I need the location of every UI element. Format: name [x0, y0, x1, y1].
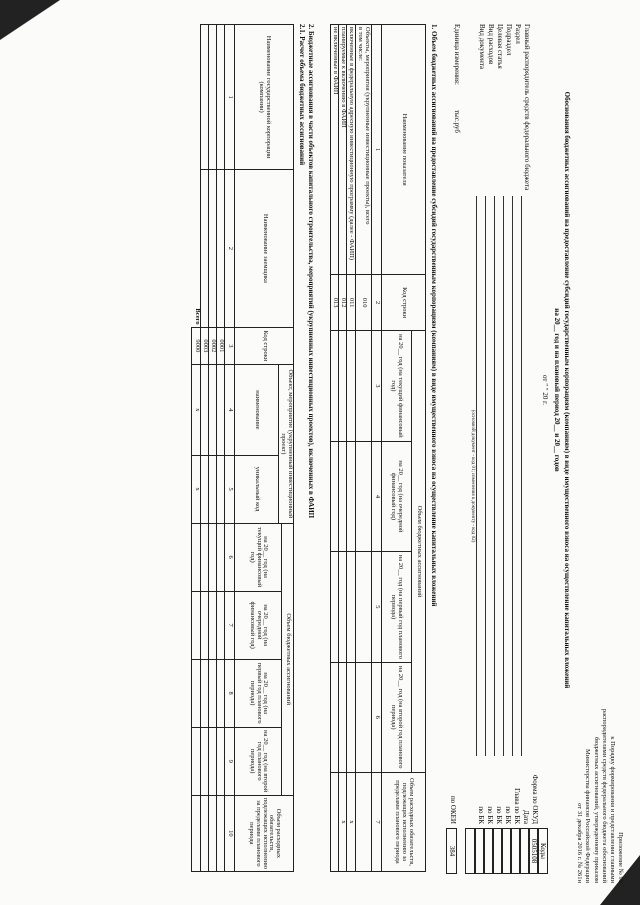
bk-label: по БК [486, 806, 494, 824]
appendix-line: бюджетных ассигнований, утвержденному приказом [592, 736, 600, 883]
date-label: Дата [522, 810, 530, 824]
col-header: Объем бюджетных ассигнований [282, 523, 294, 795]
document-title: Обоснования бюджетных ассигнований на предоставление субсидий государственным корпорациям (компаниям) в виде имущественного взноса на осуществление капитальных вложений [563, 91, 571, 689]
col-number: 2 [372, 275, 382, 331]
row-code: 011 [347, 275, 356, 331]
row-code: 0003 [201, 327, 209, 365]
col-number: 7 [372, 772, 382, 871]
col-header: на 20__ год (на второй год планового периода) [235, 727, 282, 795]
col-header: на 20__ год (на второй год планового периода) [382, 662, 412, 772]
col-header: на 20__ год (на первый год планового периода) [235, 659, 282, 727]
col-header: на 20__ год (на текущий финансовый год) [235, 523, 282, 591]
col-header: наименование [235, 365, 279, 455]
field-label: Главный распорядитель средств федерального бюджета [523, 24, 531, 191]
bk-code-6 [465, 828, 476, 874]
col-number: 1 [225, 25, 235, 170]
col-header: Объем бюджетных ассигнований [412, 331, 426, 773]
col-number: 10 [225, 795, 235, 871]
bk-label: по БК [495, 806, 503, 824]
units-value: тыс.руб [453, 110, 461, 133]
section2-table [191, 24, 294, 872]
col-number: 3 [372, 331, 382, 442]
table-row [356, 25, 372, 275]
okei-label: по ОКЕИ [449, 795, 457, 824]
field-label: Вид расходов [487, 24, 495, 65]
col-number: 8 [225, 659, 235, 727]
bk-label: Глава по БК [513, 788, 521, 824]
field-label: Раздел [514, 24, 522, 44]
row-code: 0001 [217, 327, 225, 365]
document-subtitle: на 20__ год и на плановый период 20__ и 20__ годов [553, 308, 561, 472]
okud-code: 0505108 [528, 828, 539, 874]
appendix-line: Министерства финансов Российской Федерации [584, 748, 592, 883]
units-label: Единица измерения: [453, 24, 461, 85]
col-header: на 20__ год (на текущий финансовый год) [382, 331, 412, 442]
doc-hint: (основной документ - код 01; изменения к документу - код 02) [470, 409, 475, 543]
total-label: Всего [193, 308, 201, 325]
bk-label: по БК [477, 806, 485, 824]
col-header: Наименование заемщика [235, 170, 294, 327]
col-header: уникальный код [235, 455, 279, 523]
okud-label: Форма по ОКУД [531, 774, 539, 824]
col-header: на 20__ год (на первый год планового периода) [382, 552, 412, 662]
okei-code: 384 [446, 828, 457, 874]
bk-label: по БК [504, 806, 512, 824]
col-number: 4 [372, 441, 382, 552]
col-number: 4 [225, 365, 235, 455]
col-number: 9 [225, 727, 235, 795]
field-label: Целевая статья [496, 24, 504, 69]
appendix-line: распорядителями средств федерального бюджета обоснований [600, 708, 608, 883]
col-number: 6 [372, 662, 382, 772]
document-date: от " " 20 г. [541, 374, 549, 405]
col-header: на 20__ год (на очередной финансовый год) [382, 441, 412, 552]
col-number: 5 [225, 455, 235, 523]
col-header: Код строки [382, 275, 426, 331]
row-code: 012 [339, 275, 347, 331]
appendix-block [575, 709, 624, 883]
appendix-line: Приложение № 99 [617, 832, 624, 883]
appendix-line: к Порядку формирования и представления главными [608, 736, 616, 883]
col-header: Код строки [235, 327, 294, 365]
codes-header: Коды [537, 828, 548, 874]
row-code: 9000 [192, 327, 201, 365]
x-mark: x [347, 772, 356, 871]
row-label: планируемые к включению в ФАИП [339, 25, 347, 275]
x-mark: x [339, 772, 347, 871]
section2-title: 2. Бюджетные ассигнования в части объектов капитального строительства, мероприятий (укрупненных инвестиционных проектов), включенных в ФАИП [307, 24, 315, 519]
col-number: 2 [225, 170, 235, 327]
row-label: в том числе: [357, 27, 365, 61]
row-code: 013 [331, 275, 339, 331]
field-label: Подраздел [505, 24, 513, 56]
section1-title: 1. Объем бюджетных ассигнований на предоставление субсидий государственным корпорациям (компаниям) в виде имущественного взноса на осуществление капитальных вложений [430, 24, 438, 607]
col-header: Объем расходных обязательств, подлежащих исполнению за пределами планового периода [235, 795, 294, 871]
col-header: Объект, мероприятие (укрупненный инвестиционный проект) [279, 365, 294, 523]
x-mark: x [192, 365, 201, 455]
col-header: на 20__ год (на очередной финансовый год) [235, 591, 282, 659]
col-header: Объем расходных обязательств, подлежащих исполнению за пределами планового периода [382, 772, 426, 871]
x-mark: x [192, 455, 201, 523]
appendix-line: от 31 декабря 2016 г. № 261н [576, 803, 584, 883]
col-number: 1 [372, 25, 382, 275]
row-label: не включенные в ФАИП [331, 25, 339, 275]
section1-table [330, 24, 426, 872]
col-header: Наименование государственной корпорации (компании) [235, 25, 294, 170]
row-label: включенные в федеральную адресную инвестиционную программу (далее - ФАИП) [347, 25, 356, 275]
col-number: 3 [225, 327, 235, 365]
col-number: 7 [225, 591, 235, 659]
col-number: 5 [372, 552, 382, 662]
field-label: Вид документа [478, 24, 486, 70]
row-code: 010 [356, 275, 372, 331]
row-label: Объекты, мероприятия (укрупненные инвестиционные проекты), всего [364, 27, 372, 225]
col-number: 6 [225, 523, 235, 591]
section2-subtitle: 2.1. Расчет объема бюджетных ассигнований [298, 24, 306, 166]
col-header: Наименование показателя [382, 25, 426, 275]
row-code: 0002 [209, 327, 217, 365]
